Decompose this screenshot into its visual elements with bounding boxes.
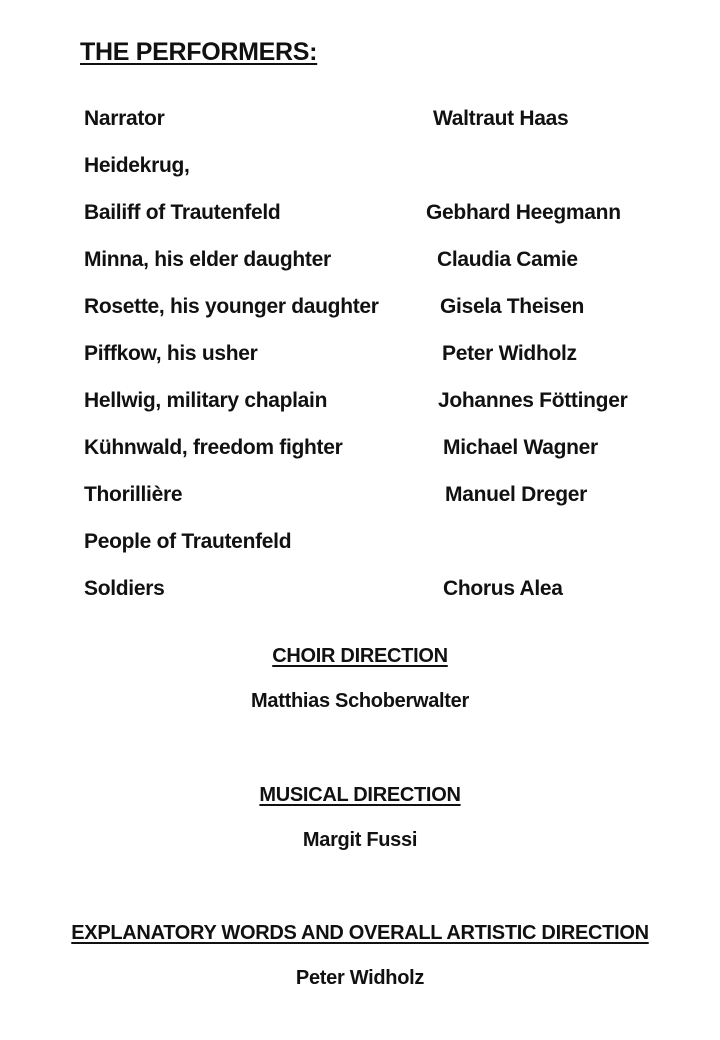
cast-row xyxy=(84,530,664,560)
cast-row xyxy=(84,342,664,372)
performer-name: Manuel Dreger xyxy=(445,483,587,506)
role-name: People of Trautenfeld xyxy=(84,530,292,553)
musical-direction-heading: MUSICAL DIRECTION xyxy=(259,784,461,806)
performer-name: Johannes Föttinger xyxy=(438,389,628,412)
cast-row xyxy=(84,248,664,278)
role-name: Hellwig, military chaplain xyxy=(84,389,328,412)
role-name: Narrator xyxy=(84,107,165,130)
cast-row xyxy=(84,201,664,231)
role-name: Thorillière xyxy=(84,483,183,506)
performer-name: Chorus Alea xyxy=(443,577,563,600)
choir-director-name: Matthias Schoberwalter xyxy=(251,690,469,712)
performer-name: Gebhard Heegmann xyxy=(426,201,621,224)
role-name: Piffkow, his usher xyxy=(84,342,258,365)
role-name: Soldiers xyxy=(84,577,165,600)
cast-row xyxy=(84,577,664,607)
musical-director-name: Margit Fussi xyxy=(302,829,418,851)
cast-row xyxy=(84,389,664,419)
performer-name: Waltraut Haas xyxy=(433,107,569,130)
role-name: Minna, his elder daughter xyxy=(84,248,331,271)
choir-direction-heading: CHOIR DIRECTION xyxy=(272,645,448,667)
cast-row xyxy=(84,295,664,325)
performer-name: Peter Widholz xyxy=(442,342,577,365)
artistic-director-name: Peter Widholz xyxy=(295,967,425,989)
role-name: Heidekrug, xyxy=(84,154,190,177)
performer-name: Claudia Camie xyxy=(437,248,578,271)
performer-name: Michael Wagner xyxy=(443,436,598,459)
cast-row xyxy=(84,483,664,513)
artistic-direction-heading: EXPLANATORY WORDS AND OVERALL ARTISTIC DIRECTION xyxy=(71,922,649,944)
role-name: Bailiff of Trautenfeld xyxy=(84,201,281,224)
role-name: Kühnwald, freedom fighter xyxy=(84,436,343,459)
performer-name: Gisela Theisen xyxy=(440,295,585,318)
cast-row xyxy=(84,436,664,466)
cast-row xyxy=(84,154,664,184)
performers-heading: THE PERFORMERS: xyxy=(80,38,318,66)
cast-row xyxy=(84,107,664,137)
role-name: Rosette, his younger daughter xyxy=(84,295,379,318)
